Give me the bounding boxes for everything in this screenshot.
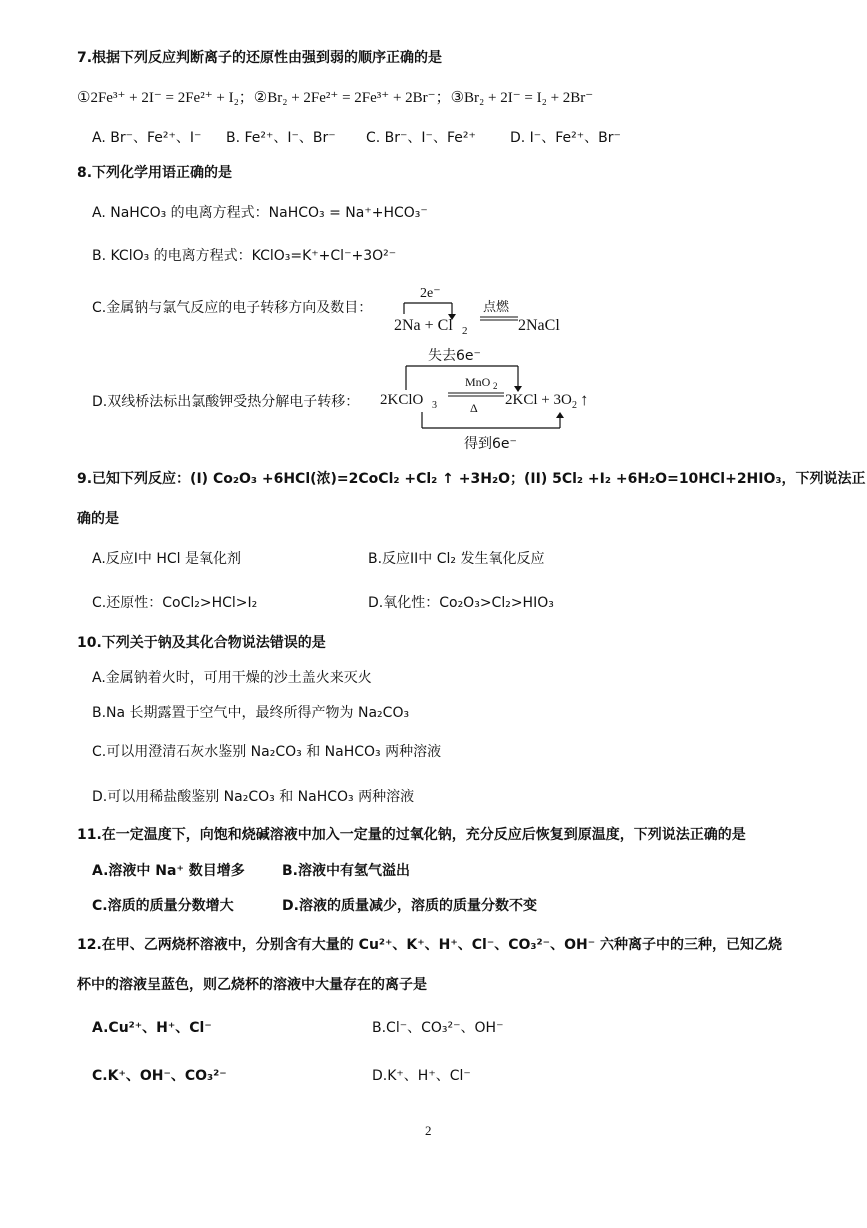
- d-catalyst: MnO: [465, 375, 491, 389]
- d-heat: Δ: [470, 401, 478, 415]
- d-gain-label: 得到6e⁻: [464, 436, 517, 452]
- q9-option-a: A.反应I中 HCl 是氧化剂: [92, 551, 242, 567]
- q7-option-d: D. I⁻、Fe²⁺、Br⁻: [510, 130, 621, 146]
- q7-option-c: C. Br⁻、I⁻、Fe²⁺: [366, 130, 476, 146]
- q12-stem-line-2: 杯中的溶液呈蓝色，则乙烧杯的溶液中大量存在的离子是: [77, 977, 427, 993]
- q10-option-a: A.金属钠着火时，可用干燥的沙土盖火来灭火: [92, 670, 372, 686]
- c-right-side: 2NaCl: [518, 317, 560, 334]
- q11-stem: 11.在一定温度下，向饱和烧碱溶液中加入一定量的过氧化钠，充分反应后恢复到原温度，下列说法正确的是: [77, 827, 746, 843]
- q11-option-b: B.溶液中有氢气溢出: [282, 863, 410, 879]
- q7-reactions: ①2Fe³⁺ + 2I⁻ = 2Fe²⁺ + I₂；②Br₂ + 2Fe²⁺ = 2Fe³⁺ + 2Br⁻；③Br₂ + 2I⁻ = I₂ + 2Br⁻: [77, 90, 594, 106]
- q12-option-d: D.K⁺、H⁺、Cl⁻: [372, 1068, 471, 1084]
- q8-option-d-diagram: [378, 340, 598, 458]
- c-left-side: 2Na + Cl: [394, 317, 453, 334]
- q8-option-c-label: C.金属钠与氯气反应的电子转移方向及数目：: [92, 300, 373, 316]
- q7-stem: 7.根据下列反应判断离子的还原性由强到弱的顺序正确的是: [77, 50, 443, 66]
- q8-option-a: A. NaHCO₃ 的电离方程式：NaHCO₃ = Na⁺+HCO₃⁻: [92, 205, 428, 221]
- d-left-sub: 3: [432, 400, 437, 411]
- d-catalyst-sub: 2: [493, 381, 498, 391]
- q12-option-b: B.Cl⁻、CO₃²⁻、OH⁻: [372, 1020, 504, 1036]
- q10-option-d: D.可以用稀盐酸鉴别 Na₂CO₃ 和 NaHCO₃ 两种溶液: [92, 789, 415, 805]
- q7-option-b: B. Fe²⁺、I⁻、Br⁻: [226, 130, 336, 146]
- c-condition: 点燃: [483, 300, 510, 315]
- d-lose-label: 失去6e⁻: [428, 348, 481, 364]
- q10-option-b: B.Na 长期露置于空气中，最终所得产物为 Na₂CO₃: [92, 705, 410, 721]
- q11-option-d: D.溶液的质量减少，溶质的质量分数不变: [282, 898, 537, 914]
- q12-option-a: A.Cu²⁺、H⁺、Cl⁻: [92, 1020, 212, 1036]
- q11-option-a: A.溶液中 Na⁺ 数目增多: [92, 863, 245, 879]
- d-right-side: 2KCl + 3O: [505, 392, 572, 408]
- page-number: 2: [425, 1123, 432, 1138]
- q9-option-d: D.氧化性：Co₂O₃>Cl₂>HIO₃: [368, 595, 554, 611]
- q8-stem: 8.下列化学用语正确的是: [77, 165, 233, 181]
- q9-stem-line-1: 9.已知下列反应：(I) Co₂O₃ +6HCl(浓)=2CoCl₂ +Cl₂ ↑ +3H₂O；(II) 5Cl₂ +I₂ +6H₂O=10HCl+2HIO₃，下列说法正: [77, 471, 866, 487]
- d-gain-arrow-icon: [556, 412, 564, 418]
- q9-option-c: C.还原性：CoCl₂>HCl>I₂: [92, 595, 258, 611]
- q11-option-c: C.溶质的质量分数增大: [92, 898, 234, 914]
- q10-option-c: C.可以用澄清石灰水鉴别 Na₂CO₃ 和 NaHCO₃ 两种溶液: [92, 744, 442, 760]
- q10-stem: 10.下列关于钠及其化合物说法错误的是: [77, 635, 326, 651]
- q9-stem-line-2: 确的是: [77, 511, 119, 527]
- q12-stem-line-1: 12.在甲、乙两烧杯溶液中，分别含有大量的 Cu²⁺、K⁺、H⁺、Cl⁻、CO₃²⁻、OH⁻ 六种离子中的三种，已知乙烧: [77, 937, 782, 953]
- d-gas-arrow: ↑: [580, 390, 589, 409]
- q8-option-b: B. KClO₃ 的电离方程式：KClO₃=K⁺+Cl⁻+3O²⁻: [92, 248, 397, 264]
- d-right-sub: 2: [572, 400, 577, 411]
- q9-option-b: B.反应II中 Cl₂ 发生氧化反应: [368, 551, 545, 567]
- q8-option-d-label: D.双线桥法标出氯酸钾受热分解电子转移：: [92, 394, 360, 410]
- q8-option-c-diagram: [380, 280, 580, 340]
- q7-option-a: A. Br⁻、Fe²⁺、I⁻: [92, 130, 202, 146]
- c-left-sub: 2: [462, 325, 468, 337]
- d-left-side: 2KClO: [380, 392, 424, 408]
- q12-option-c: C.K⁺、OH⁻、CO₃²⁻: [92, 1068, 227, 1084]
- c-electrons-label: 2e⁻: [420, 286, 441, 301]
